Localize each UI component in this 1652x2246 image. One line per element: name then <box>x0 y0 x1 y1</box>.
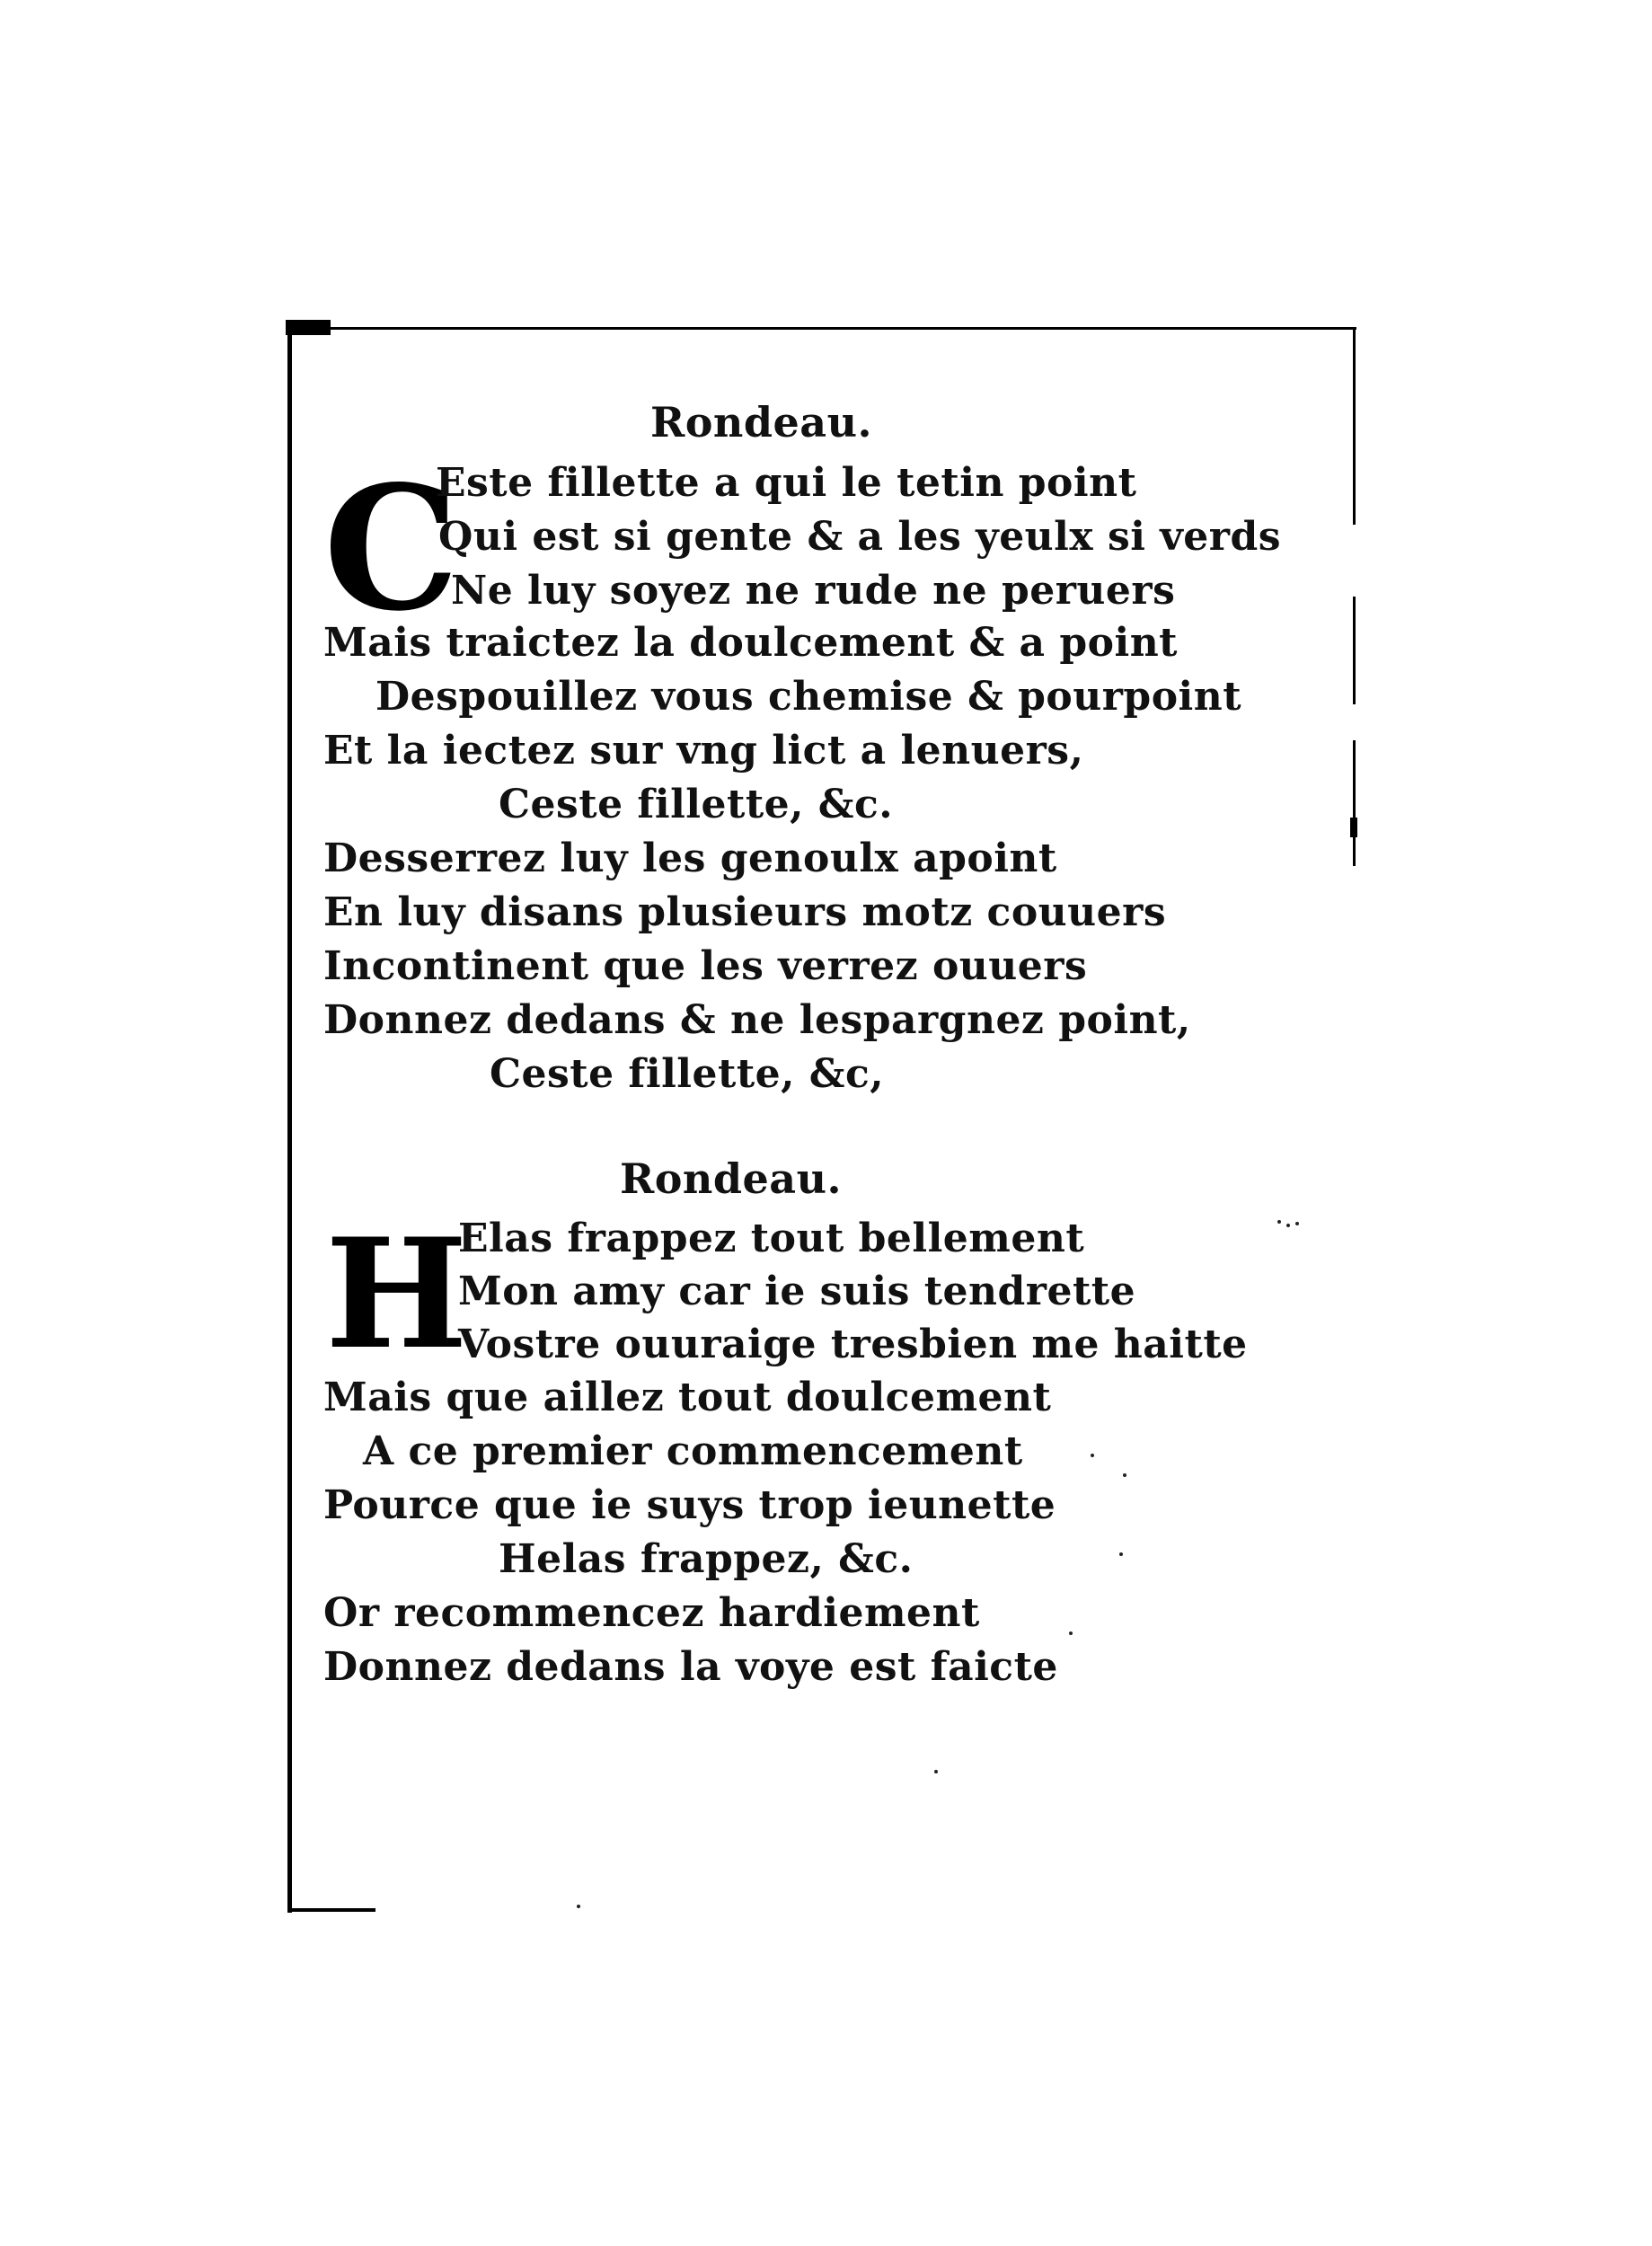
page-frame-left-rule <box>287 327 292 1913</box>
rondeau-1-line-2: Qui est si gente & a les yeulx si verds <box>438 514 1282 560</box>
rondeau-1-line-10: Donnez dedans & ne lespargnez point, <box>323 997 1191 1043</box>
rondeau-2-line-1: Elas frappez tout bellement <box>458 1216 1085 1261</box>
rondeau-1-refrain-1: Ceste fillette, &c. <box>499 782 894 827</box>
rondeau-1-line-9: Incontinent que les verrez ouuers <box>323 943 1088 989</box>
page-frame-top-rule <box>287 327 1356 330</box>
page-frame-bottom-rule <box>287 1908 375 1912</box>
page-frame-right-tick <box>1350 818 1357 837</box>
rondeau-2-line-4: Mais que aillez tout doulcement <box>323 1375 1052 1420</box>
rondeau-2-line-8: Donnez dedans la voye est faicte <box>323 1644 1058 1690</box>
rondeau-1-line-5: Despouillez vous chemise & pourpoint <box>375 674 1242 720</box>
rondeau-1-line-6: Et la iectez sur vng lict a lenuers, <box>323 728 1084 774</box>
rondeau-2-refrain-1: Helas frappez, &c. <box>499 1536 914 1582</box>
rondeau-2-line-2: Mon amy car ie suis tendrette <box>458 1269 1136 1314</box>
rondeau-1-dropcap: C <box>323 448 460 649</box>
rondeau-2-line-6: Pource que ie suys trop ieunette <box>323 1482 1056 1528</box>
rondeau-1-heading: Rondeau. <box>650 398 873 447</box>
rondeau-1-refrain-2: Ceste fillette, &c, <box>490 1051 885 1097</box>
rondeau-2-heading: Rondeau. <box>620 1154 843 1203</box>
rondeau-2-line-5: A ce premier commencement <box>363 1428 1023 1474</box>
rondeau-1-line-1: Este fillette a qui le tetin point <box>436 460 1137 506</box>
page-frame-right-rule <box>1353 327 1356 866</box>
rondeau-1-line-8: En luy disans plusieurs motz couuers <box>323 889 1167 935</box>
rondeau-2-line-3: Vostre ouuraige tresbien me haitte <box>458 1322 1248 1367</box>
rondeau-2-line-7: Or recommencez hardiement <box>323 1590 980 1636</box>
rondeau-2-dropcap: H <box>325 1205 468 1383</box>
rondeau-1-line-7: Desserrez luy les genoulx apoint <box>323 836 1057 881</box>
rondeau-1-line-4: Mais traictez la doulcement & a point <box>323 620 1179 666</box>
rondeau-1-line-3: Ne luy soyez ne rude ne peruers <box>451 568 1176 614</box>
